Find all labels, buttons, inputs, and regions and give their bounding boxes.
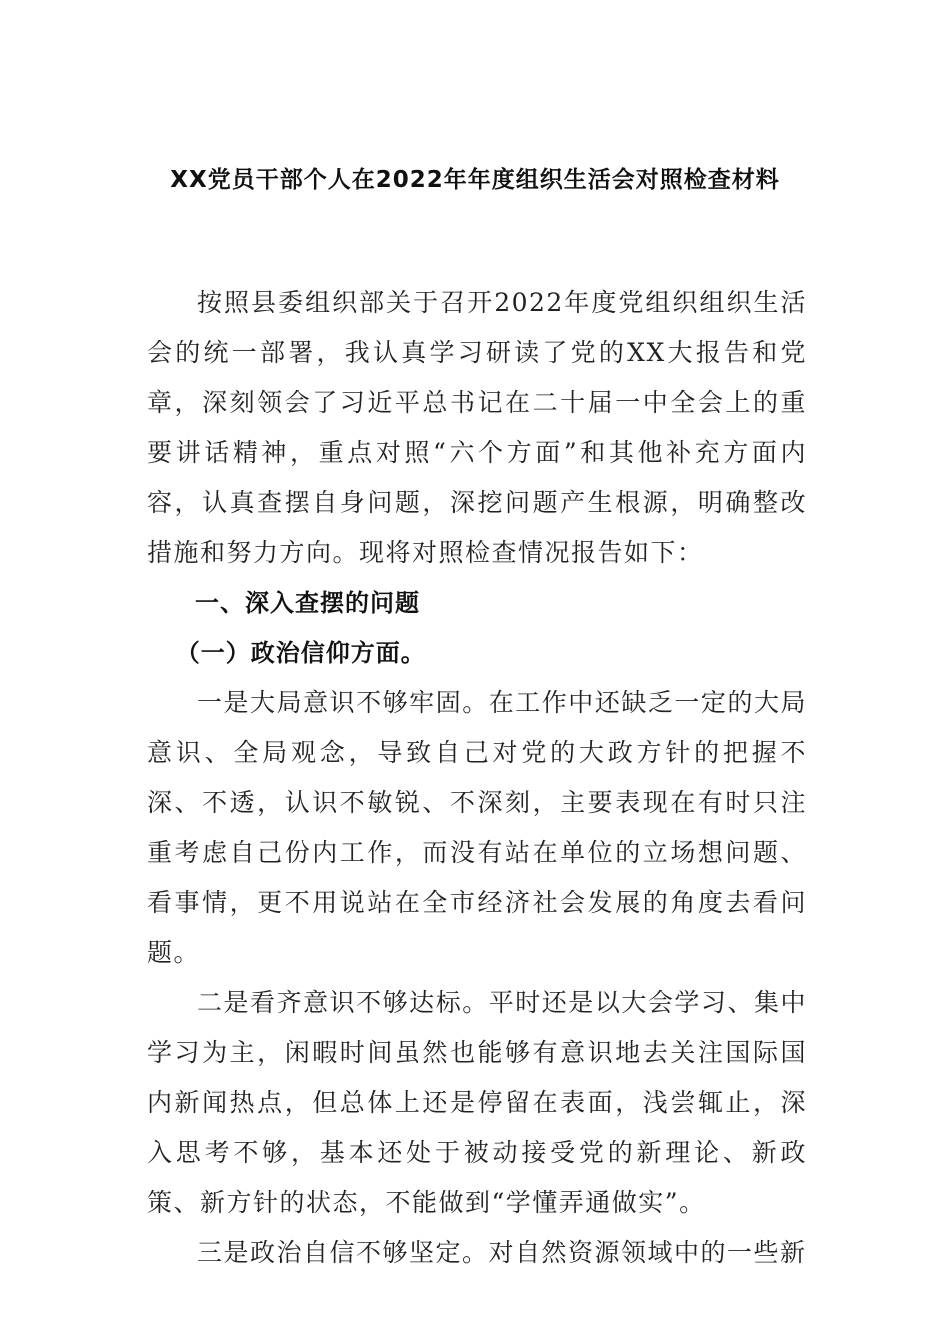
document-body [147, 278, 807, 1278]
body-paragraph-2: 二是看齐意识不够达标。平时还是以大会学习、集中学习为主，闲暇时间虽然也能够有意识地去关注国际国内新闻热点，但总体上还是停留在表面，浅尝辄止，深入思考不够，基本还处于被动接受党的新理论、新政策、新方针的状态，不能做到“学懂弄通做实”。 [147, 988, 807, 1217]
subsection-heading: （一）政治信仰方面。 [175, 639, 426, 667]
document-title: XX党员干部个人在2022年年度组织生活会对照检查材料 [170, 167, 780, 193]
body-paragraph-1: 一是大局意识不够牢固。在工作中还缺乏一定的大局意识、全局观念，导致自己对党的大政方针的把握不深、不透，认识不敏锐、不深刻，主要表现在有时只注重考虑自己份内工作，而没有站在单位的立场想问题、看事情，更不用说站在全市经济社会发展的角度去看问题。 [147, 688, 807, 967]
intro-paragraph: 按照县委组织部关于召开2022年度党组织组织生活会的统一部署，我认真学习研读了党的XX大报告和党章，深刻领会了习近平总书记在二十届一中全会上的重要讲话精神，重点对照“六个方面”和其他补充方面内容，认真查摆自身问题，深挖问题产生根源，明确整改措施和努力方向。现将对照检查情况报告如下： [147, 288, 807, 567]
section-heading: 一、深入查摆的问题 [195, 589, 420, 617]
body-paragraph-3: 三是政治自信不够坚定。对自然资源领域中的一些新 [197, 1238, 807, 1267]
